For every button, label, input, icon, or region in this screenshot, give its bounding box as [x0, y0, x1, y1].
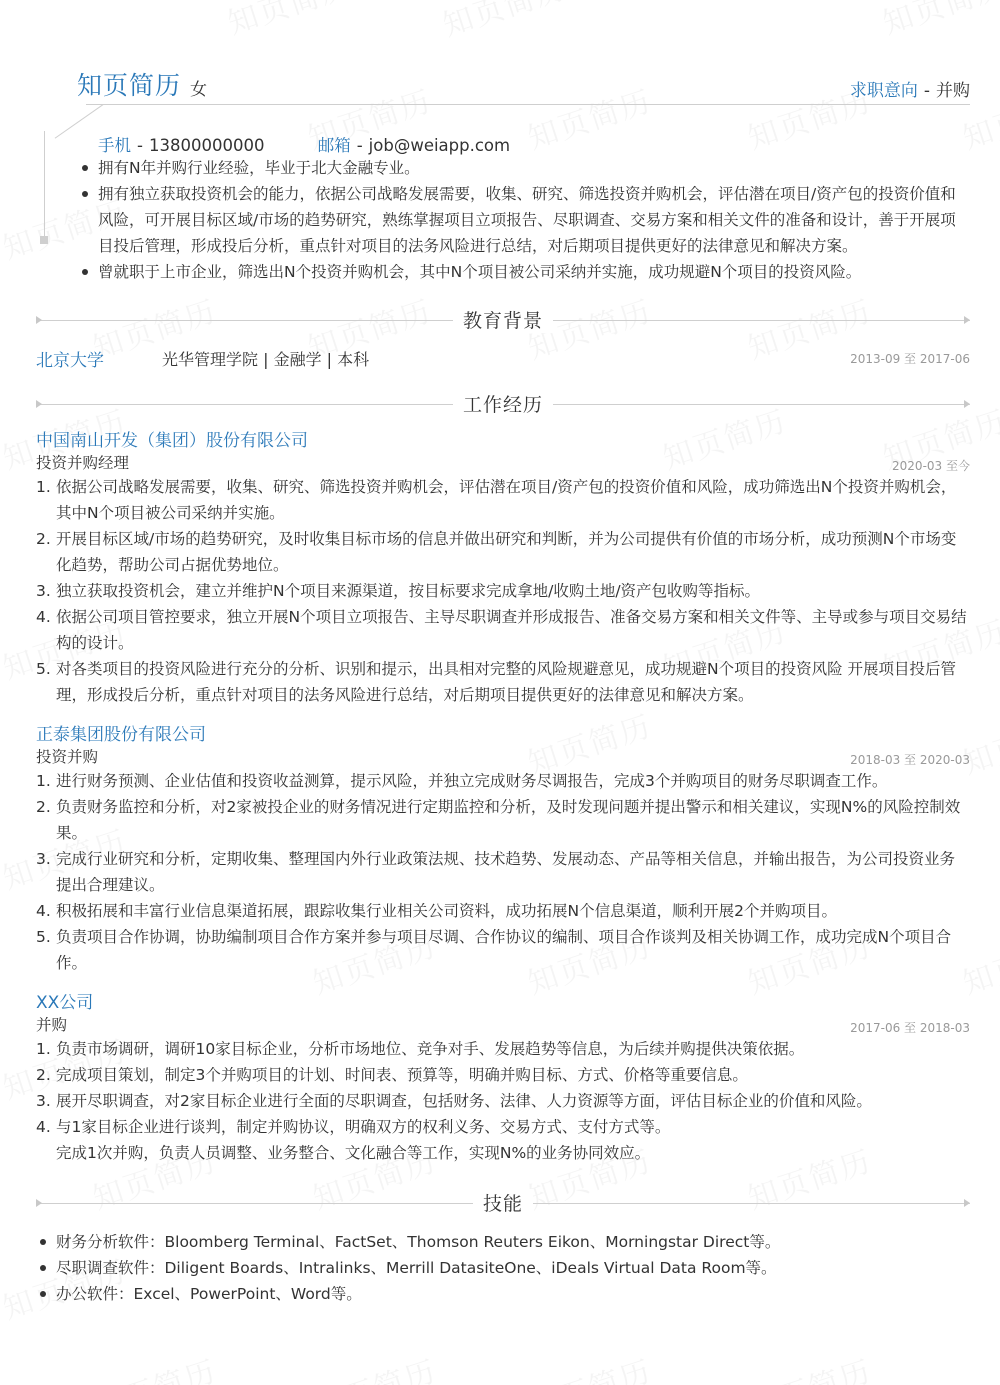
rule-arrow-icon — [36, 400, 42, 408]
duty-text: 依据公司战略发展需要，收集、研究、筛选投资并购机会，评估潜在项目/资产包的投资价值和风险，成功筛选出N个投资并购机会，其中N个项目被公司采纳并实施。 — [56, 478, 957, 522]
job-role-row — [36, 746, 970, 768]
contact-info — [98, 132, 510, 156]
duty-number: 3. — [36, 582, 51, 600]
duty-text: 与1家目标企业进行谈判，制定并购协议，明确双方的权利义务、交易方式、支付方式等。 — [56, 1118, 671, 1136]
education-entry — [36, 346, 970, 372]
duty-number: 4. — [36, 902, 51, 920]
job-role-row — [36, 1014, 970, 1036]
duty-item — [36, 1036, 970, 1062]
job-duties — [36, 1036, 970, 1166]
summary-list — [78, 155, 970, 285]
duty-text: 对各类项目的投资风险进行充分的分析、识别和提示，出具相对完整的风险规避意见，成功规避N个项目的投资风险 开展项目投后管理，形成投后分析，重点针对项目的法务风险进行总结，对后期项目提供更好的法律意见和解决方案。 — [56, 660, 957, 704]
duty-number: 3. — [36, 850, 51, 868]
job-date: 2018-03 至 2020-03 — [850, 753, 970, 767]
rule-arrow-icon — [964, 400, 970, 408]
watermark — [521, 1346, 656, 1385]
duty-number: 2. — [36, 798, 51, 816]
duty-text: 负责财务监控和分析，对2家被投企业的财务情况进行定期监控和分析，及时发现问题并提出警示和相关建议，实现N%的风险控制效果。 — [56, 798, 961, 842]
job-intent-value: 并购 — [936, 81, 970, 101]
duty-item — [36, 578, 970, 604]
duty-item — [36, 604, 970, 656]
duty-item — [36, 656, 970, 708]
section-title: 教育背景 — [453, 306, 553, 333]
duty-item — [36, 1062, 970, 1088]
job-role-row — [36, 452, 970, 474]
skill-item: 财务分析软件：Bloomberg Terminal、FactSet、Thomson Reuters Eikon、Morningstar Direct等。 — [36, 1229, 970, 1255]
duty-number: 2. — [36, 1066, 51, 1084]
job-date: 2020-03 至今 — [892, 459, 970, 473]
job-entry — [36, 430, 970, 708]
duty-text: 依据公司项目管控要求，独立开展N个项目立项报告、主导尽职调查并形成报告、准备交易方案和相关文件等、主导或参与项目交易结构的设计。 — [56, 608, 967, 652]
duty-item — [36, 846, 970, 898]
job-entry — [36, 992, 970, 1166]
job-role: 投资并购 — [36, 748, 99, 766]
duty-text: 完成项目策划，制定3个并购项目的计划、时间表、预算等，明确并购目标、方式、价格等重要信息。 — [56, 1066, 748, 1084]
duty-number: 5. — [36, 928, 51, 946]
duty-number: 5. — [36, 660, 51, 678]
duty-text: 进行财务预测、企业估值和投资收益测算，提示风险，并独立完成财务尽调报告，完成3个并购项目的财务尽职调查工作。 — [56, 772, 888, 790]
job-role: 并购 — [36, 1016, 68, 1034]
duty-item — [36, 794, 970, 846]
email-value[interactable]: job@weiapp.com — [368, 136, 511, 155]
rule-arrow-icon — [964, 316, 970, 324]
duty-item — [36, 1114, 970, 1166]
candidate-name: 知页简历 — [77, 71, 182, 100]
summary-item: 曾就职于上市企业，筛选出N个投资并购机会，其中N个项目被公司采纳并实施，成功规避N个项目的投资风险。 — [78, 259, 970, 285]
header-divider-vertical — [44, 131, 45, 241]
watermark — [741, 1346, 876, 1385]
skills-list — [36, 1229, 970, 1307]
duty-item — [36, 898, 970, 924]
job-intent — [850, 76, 970, 101]
duty-text: 展开尽职调查，对2家目标企业进行全面的尽职调查，包括财务、法律、人力资源等方面，评估目标企业的价值和风险。 — [56, 1092, 872, 1110]
summary-item: 拥有N年并购行业经验，毕业于北大金融专业。 — [78, 155, 970, 181]
education-date: 2013-09 至 2017-06 — [850, 352, 970, 366]
watermark — [86, 1346, 221, 1385]
duty-number: 1. — [36, 1040, 51, 1058]
duty-item — [36, 1088, 970, 1114]
job-duties — [36, 768, 970, 976]
duty-text-continued: 完成1次并购，负责人员调整、业务整合、文化融合等工作，实现N%的业务协同效应。 — [56, 1144, 651, 1162]
education-major: 光华管理学院 | 金融学 | 本科 — [162, 350, 370, 369]
company-name: 中国南山开发（集团）股份有限公司 — [36, 431, 308, 451]
duty-number: 1. — [36, 478, 51, 496]
phone-separator: - — [137, 136, 143, 155]
company-name: XX公司 — [36, 993, 94, 1013]
duty-number: 4. — [36, 1118, 51, 1136]
duty-number: 4. — [36, 608, 51, 626]
duty-item — [36, 526, 970, 578]
job-intent-separator: - — [923, 81, 930, 101]
job-duties — [36, 474, 970, 708]
header-divider-square — [40, 236, 48, 244]
job-role: 投资并购经理 — [36, 454, 130, 472]
duty-number: 2. — [36, 530, 51, 548]
header-divider — [86, 104, 970, 105]
section-work-heading — [36, 390, 970, 420]
job-intent-label: 求职意向 — [849, 81, 918, 101]
duty-item — [36, 924, 970, 976]
duty-text: 开展目标区域/市场的趋势研究，及时收集目标市场的信息并做出研究和判断，并为公司提供有价值的市场分析，成功预测N个市场变化趋势，帮助公司占据优势地位。 — [56, 530, 957, 574]
watermark — [306, 1346, 441, 1385]
section-skills-heading — [36, 1189, 970, 1219]
job-date: 2017-06 至 2018-03 — [850, 1021, 970, 1035]
company-name: 正泰集团股份有限公司 — [36, 725, 206, 745]
header-divider-diagonal — [55, 104, 104, 139]
section-education-heading — [36, 306, 970, 336]
duty-text: 独立获取投资机会，建立并维护N个项目来源渠道，按目标要求完成拿地/收购土地/资产包收购等指标。 — [56, 582, 761, 600]
email-label: 邮箱 — [317, 136, 351, 155]
skill-item: 尽职调查软件：Diligent Boards、Intralinks、Merrill DatasiteOne、iDeals Virtual Data Room等。 — [36, 1255, 970, 1281]
phone-value: 13800000000 — [148, 136, 265, 155]
section-title: 工作经历 — [453, 390, 553, 417]
duty-text: 负责市场调研，调研10家目标企业，分析市场地位、竞争对手、发展趋势等信息，为后续并购提供决策依据。 — [56, 1040, 805, 1058]
duty-number: 3. — [36, 1092, 51, 1110]
duty-number: 1. — [36, 772, 51, 790]
rule-arrow-icon — [964, 1199, 970, 1207]
summary-item: 拥有独立获取投资机会的能力，依据公司战略发展需要，收集、研究、筛选投资并购机会，评估潜在项目/资产包的投资价值和风险，可开展目标区域/市场的趋势研究，熟练掌握项目立项报告、尽职调查、交易方案和相关文件的准备和设计，善于开展项目投后管理，形成投后分析，重点针对项目的法务风险进行总结，对后期项目提供更好的法律意见和解决方案。 — [78, 181, 970, 259]
rule-arrow-icon — [36, 1199, 42, 1207]
duty-item — [36, 768, 970, 794]
phone-label: 手机 — [98, 136, 131, 155]
candidate-gender: 女 — [190, 80, 207, 100]
rule-arrow-icon — [36, 316, 42, 324]
duty-text: 负责项目合作协调，协助编制项目合作方案并参与项目尽调、合作协议的编制、项目合作谈判及相关协调工作，成功完成N个项目合作。 — [56, 928, 952, 972]
skill-item: 办公软件：Excel、PowerPoint、Word等。 — [36, 1281, 970, 1307]
job-entry — [36, 724, 970, 976]
duty-text: 完成行业研究和分析，定期收集、整理国内外行业政策法规、技术趋势、发展动态、产品等相关信息，并输出报告，为公司投资业务提出合理建议。 — [56, 850, 956, 894]
school-name: 北京大学 — [36, 351, 104, 371]
resume-header — [0, 0, 1000, 300]
duty-item — [36, 474, 970, 526]
email-separator: - — [356, 136, 363, 155]
section-title: 技能 — [473, 1189, 533, 1216]
duty-text: 积极拓展和丰富行业信息渠道拓展，跟踪收集行业相关公司资料，成功拓展N个信息渠道，顺利开展2个并购项目。 — [56, 902, 837, 920]
